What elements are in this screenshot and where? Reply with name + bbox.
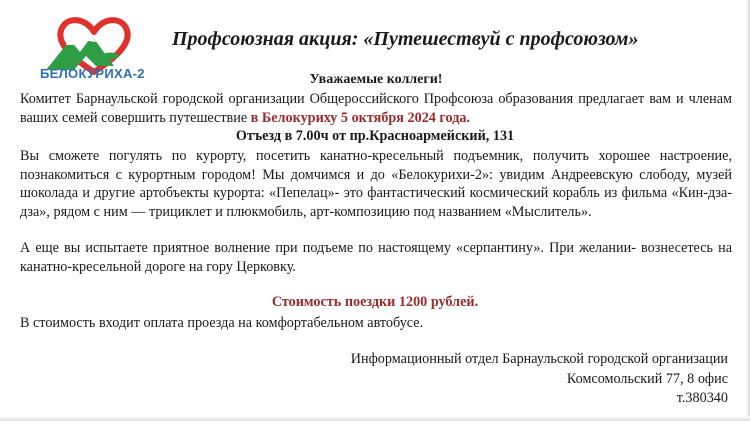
trip-date-highlight: в Белокуриху 5 октября 2024 года.	[250, 109, 471, 126]
signature-phone: т.380340	[676, 390, 728, 406]
description-paragraph: Вы сможете погулять по курорту, посетить канатно-кресельный подъемник, получить хорошее настроение, познакомиться с курортным городом! Мы домчимся и до «Белокурихи-2»: увидим Андреевскую слободу, музей шоколада и другие артобъекты курорта: «Пепелац»- это фантастический космический корабль из фильма «Кин-дза-дза», рядом с ним — трициклет и плюкмобиль, арт-композицию под названием «Мыслитель».	[20, 148, 732, 220]
intro-paragraph	[20, 90, 732, 127]
greeting: Уважаемые коллеги!	[309, 72, 443, 87]
signature-block	[288, 350, 728, 409]
page-bottom-shadow	[0, 416, 750, 421]
page-edge-shadow	[746, 0, 750, 421]
logo-wordmark: БЕЛОКУРИХА-2	[40, 66, 145, 81]
extra-paragraph: А еще вы испытаете приятное волнение при подъеме по настоящему «серпантину». При желании- вознесетесь на канатно-кресельной дороге на гору Церковку.	[20, 240, 732, 275]
intro-text: Комитет Барнаульской городской организации Общероссийского Профсоюза образования предлагает вам и членам ваших семей совершить путешествие	[20, 91, 732, 126]
departure-info: Отъезд в 7.00ч от пр.Красноармейский, 131	[235, 128, 515, 144]
page-title: Профсоюзная акция: «Путешествуй с профсоюзом»	[172, 28, 639, 50]
signature-address: Комсомольский 77, 8 офис	[566, 370, 728, 387]
trip-price: Стоимость поездки 1200 рублей.	[271, 294, 479, 310]
signature-org: Информационный отдел Барнаульской городской организации	[350, 351, 728, 367]
fare-note: В стоимость входит оплата проезда на комфортабельном автобусе.	[20, 315, 424, 331]
